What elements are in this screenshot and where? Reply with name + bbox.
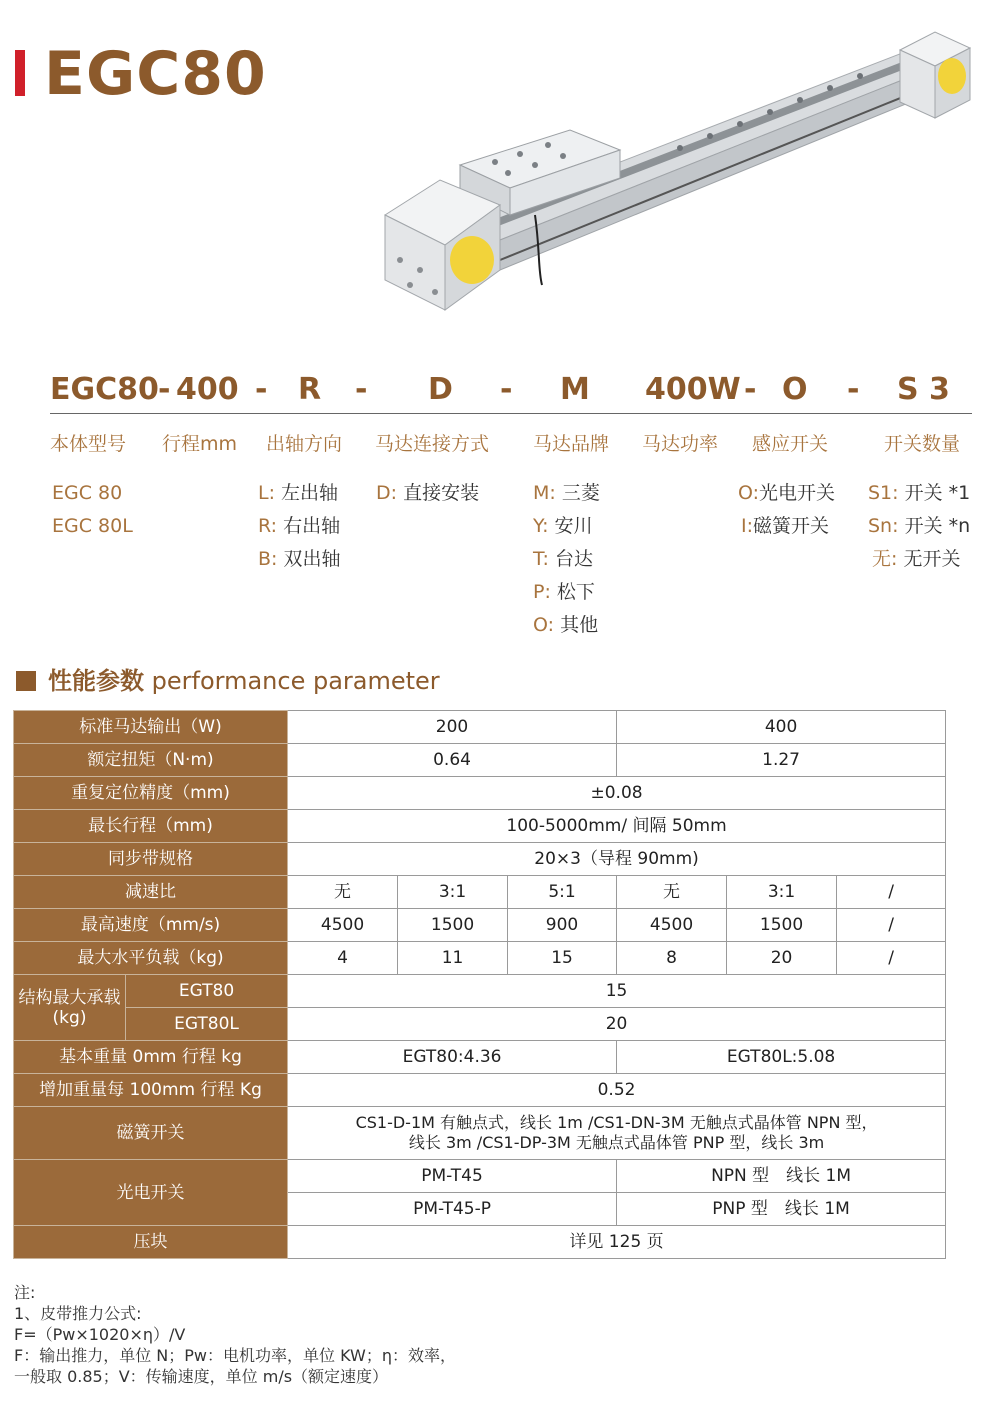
table-cell: 20 (727, 942, 837, 975)
code-divider (50, 413, 972, 414)
code-sensor-switch: O (782, 372, 808, 407)
table-cell: 无 (617, 876, 727, 909)
table-cell: 8 (617, 942, 727, 975)
row-label: 最长行程（mm) (14, 810, 288, 843)
row-label-line: (kg) (52, 1007, 87, 1028)
page-title: EGC80 (44, 39, 267, 109)
table-row (14, 843, 946, 876)
code-separator: - (158, 372, 171, 407)
row-label: 同步带规格 (14, 843, 288, 876)
row-label (14, 975, 126, 1041)
row-label: 压块 (14, 1226, 288, 1259)
table-cell: 200 (288, 711, 617, 744)
table-cell: 0.64 (288, 744, 617, 777)
note-line: 一般取 0.85；V：传输速度，单位 m/s（额定速度） (14, 1367, 389, 1386)
table-cell: NPN 型 线长 1M (617, 1160, 946, 1193)
row-sublabel: EGT80 (126, 975, 288, 1008)
option-body-model: EGC 80L (52, 515, 133, 537)
option-motor-brand: Y: 安川 (533, 515, 593, 537)
table-cell (288, 1107, 946, 1160)
table-row (14, 909, 946, 942)
table-row (14, 777, 946, 810)
option-motor-connection: D: 直接安装 (376, 482, 480, 504)
note-line: F=（Pw×1020×η）/V (14, 1325, 186, 1344)
table-row (14, 711, 946, 744)
reed-switch-line: 线长 3m /CS1-DP-3M 无触点式晶体管 PNP 型，线长 3m (408, 1133, 825, 1152)
row-label: 光电开关 (14, 1160, 288, 1226)
section-title: 性能参数 performance parameter (48, 667, 440, 695)
option-switch-count: 无: 无开关 (872, 548, 961, 570)
table-cell: 20×3（导程 90mm) (288, 843, 946, 876)
reed-switch-line: CS1-D-1M 有触点式，线长 1m /CS1-DN-3M 无触点式晶体管 NPN 型， (355, 1113, 878, 1132)
table-cell: ±0.08 (288, 777, 946, 810)
code-separator: - (500, 372, 513, 407)
code-shaft-direction: R (298, 372, 322, 407)
table-cell: 20 (288, 1008, 946, 1041)
notes (14, 1282, 456, 1387)
table-row (14, 942, 946, 975)
option-motor-brand: O: 其他 (533, 614, 599, 636)
row-label: 标准马达输出（W) (14, 711, 288, 744)
row-sublabel: EGT80L (126, 1008, 288, 1041)
code-motor-connection: D (428, 372, 453, 407)
option-motor-brand: T: 台达 (533, 548, 593, 570)
table-cell: 4 (288, 942, 398, 975)
table-cell: / (837, 909, 946, 942)
code-separator: - (355, 372, 368, 407)
row-label-line: 结构最大承载 (18, 987, 121, 1008)
table-cell: 详见 125 页 (288, 1226, 946, 1259)
category-motor-brand: 马达品牌 (533, 433, 610, 455)
table-cell: 3:1 (727, 876, 837, 909)
category-motor-connection: 马达连接方式 (375, 433, 490, 455)
code-separator: - (255, 372, 268, 407)
code-motor-brand: M (560, 372, 590, 407)
table-row (14, 1160, 946, 1193)
table-row (14, 1226, 946, 1259)
row-label: 最高速度（mm/s) (14, 909, 288, 942)
category-sensor-switch: 感应开关 (752, 433, 829, 455)
table-row (14, 1107, 946, 1160)
table-cell: 15 (508, 942, 617, 975)
code-motor-power: 400W (645, 372, 741, 407)
option-switch-count: Sn: 开关 *n (868, 515, 971, 537)
option-shaft-direction: R: 右出轴 (258, 515, 341, 537)
option-sensor-switch: I:磁簧开关 (741, 515, 830, 537)
option-body-model: EGC 80 (52, 482, 123, 504)
table-row (14, 744, 946, 777)
note-line: 注: (14, 1283, 36, 1302)
title-accent-bar (15, 50, 25, 96)
code-switch-count: S 3 (897, 372, 950, 407)
table-row (14, 1041, 946, 1074)
table-cell: PM-T45 (288, 1160, 617, 1193)
table-cell: PNP 型 线长 1M (617, 1193, 946, 1226)
code-stroke: 400 (176, 372, 239, 407)
table-cell: 0.52 (288, 1074, 946, 1107)
table-cell: EGT80:4.36 (288, 1041, 617, 1074)
row-label: 最大水平负载（kg) (14, 942, 288, 975)
category-motor-power: 马达功率 (642, 433, 719, 455)
category-shaft-direction: 出轴方向 (266, 433, 343, 455)
row-label: 磁簧开关 (14, 1107, 288, 1160)
option-sensor-switch: O:光电开关 (738, 482, 836, 504)
table-cell: 5:1 (508, 876, 617, 909)
table-row (14, 876, 946, 909)
table-cell: 1500 (398, 909, 508, 942)
note-line: F：输出推力，单位 N；Pw：电机功率，单位 KW；η：效率， (14, 1346, 456, 1365)
table-cell: EGT80L:5.08 (617, 1041, 946, 1074)
code-body-model: EGC80 (50, 372, 159, 407)
row-label: 增加重量每 100mm 行程 Kg (14, 1074, 288, 1107)
table-cell: 无 (288, 876, 398, 909)
performance-table (13, 710, 946, 1259)
code-separator: - (744, 372, 757, 407)
option-shaft-direction: B: 双出轴 (258, 548, 341, 570)
category-stroke: 行程mm (162, 433, 238, 455)
table-row (14, 975, 946, 1008)
option-switch-count: S1: 开关 *1 (868, 482, 971, 504)
row-label: 额定扭矩（N·m) (14, 744, 288, 777)
row-label: 基本重量 0mm 行程 kg (14, 1041, 288, 1074)
table-row (14, 810, 946, 843)
table-cell: 1500 (727, 909, 837, 942)
option-shaft-direction: L: 左出轴 (258, 482, 339, 504)
table-cell: 3:1 (398, 876, 508, 909)
category-switch-count: 开关数量 (884, 433, 961, 455)
option-motor-brand: M: 三菱 (533, 482, 600, 504)
table-cell: 400 (617, 711, 946, 744)
table-cell: 1.27 (617, 744, 946, 777)
row-label: 减速比 (14, 876, 288, 909)
code-separator: - (847, 372, 860, 407)
linear-module-illustration (380, 20, 980, 320)
table-cell: 4500 (617, 909, 727, 942)
table-row (14, 1074, 946, 1107)
note-line: 1、皮带推力公式: (14, 1304, 142, 1323)
category-body-model: 本体型号 (50, 433, 127, 455)
option-motor-brand: P: 松下 (533, 581, 595, 603)
table-cell: 4500 (288, 909, 398, 942)
table-cell: / (837, 876, 946, 909)
row-label: 重复定位精度（mm) (14, 777, 288, 810)
table-cell: 100-5000mm/ 间隔 50mm (288, 810, 946, 843)
table-cell: 15 (288, 975, 946, 1008)
table-cell: 11 (398, 942, 508, 975)
table-cell: 900 (508, 909, 617, 942)
table-row (14, 1008, 946, 1041)
table-cell: PM-T45-P (288, 1193, 617, 1226)
section-marker (16, 671, 36, 691)
table-cell: / (837, 942, 946, 975)
